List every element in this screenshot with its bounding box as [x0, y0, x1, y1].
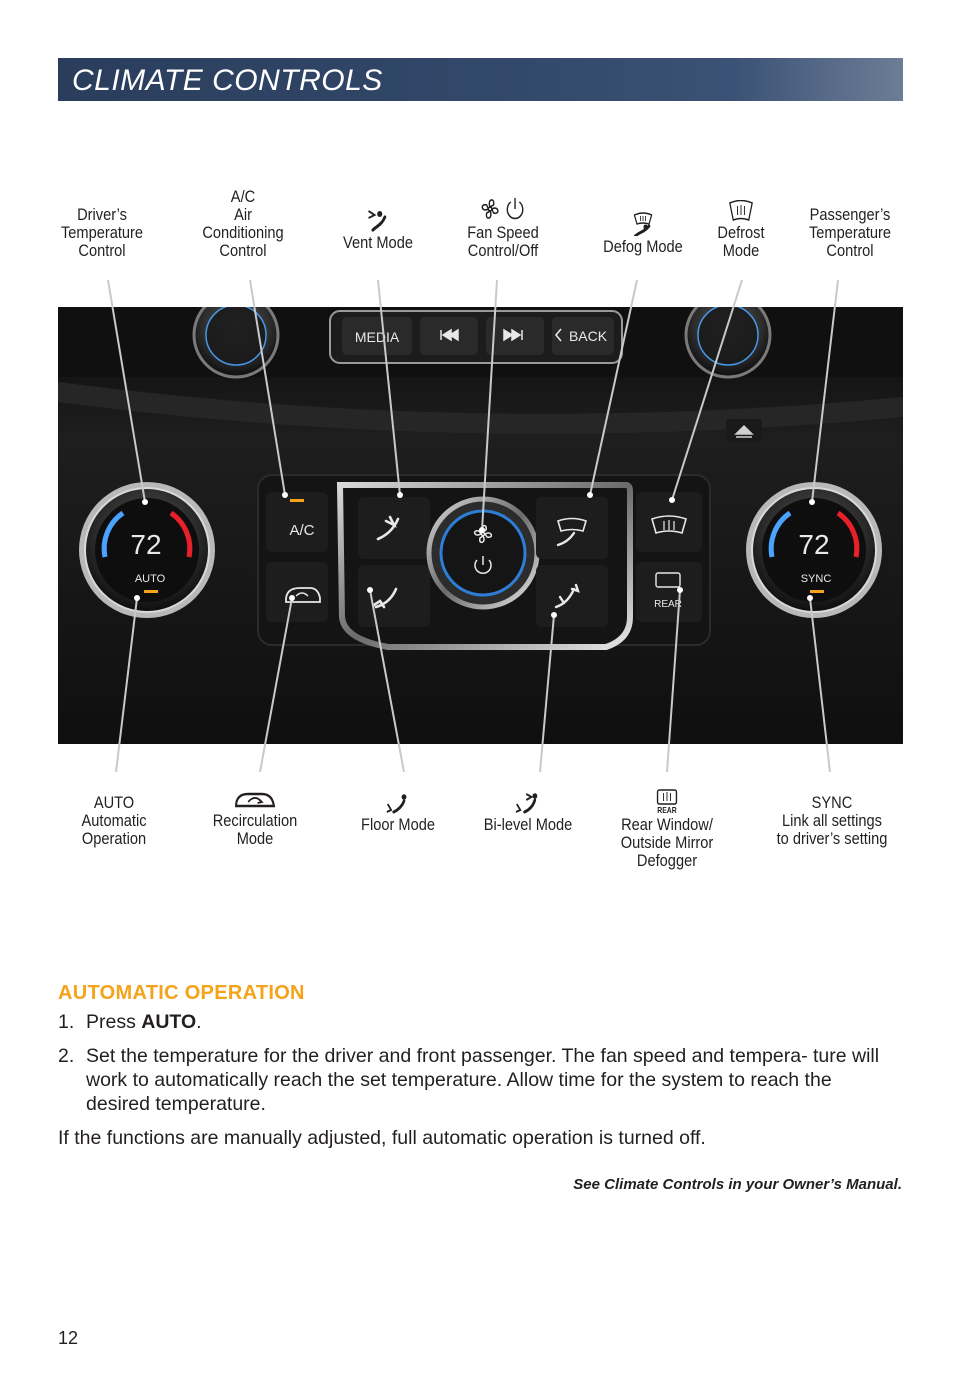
callout-driver-temp: Driver’s Temperature Control	[60, 205, 144, 260]
header-bar	[58, 58, 903, 101]
callout-recirc-label: Recirculation Mode	[212, 811, 298, 848]
driver-temp-display: 72	[130, 529, 162, 560]
callout-vent-label: Vent Mode	[343, 233, 413, 252]
sync-button-label: SYNC	[800, 573, 832, 585]
media-button-label: MEDIA	[354, 329, 400, 345]
step-1-number: 1.	[58, 1011, 75, 1033]
step-2	[58, 1044, 898, 1120]
callout-bilevel-label: Bi-level Mode	[483, 815, 573, 834]
svg-text:REAR: REAR	[657, 805, 677, 814]
ac-button-label: A/C	[289, 522, 315, 539]
callout-ac: A/C Air Conditioning Control	[202, 187, 284, 260]
callout-floor	[353, 792, 442, 834]
callout-defog-label: Defog Mode	[603, 237, 683, 256]
callout-floor-label: Floor Mode	[361, 815, 435, 834]
callout-rear	[613, 788, 721, 870]
bilevel-mode-icon	[514, 792, 542, 814]
climate-panel-photo	[58, 307, 903, 744]
floor-mode-icon	[385, 792, 411, 814]
callout-recirc	[204, 790, 305, 848]
passenger-temp-display: 72	[798, 529, 830, 560]
rear-button-label: REAR	[654, 599, 682, 610]
step-1-text: Press AUTO.	[86, 1011, 202, 1033]
fan-power-icon	[478, 196, 528, 222]
callout-sync: SYNC Link all settings to driver’s setting	[776, 793, 888, 848]
defrost-mode-icon	[728, 200, 754, 222]
callout-vent	[333, 208, 422, 252]
section-title: AUTOMATIC OPERATION	[58, 982, 305, 1004]
callout-fan	[456, 196, 551, 260]
rear-defogger-icon	[654, 788, 680, 814]
step-2-number: 2.	[58, 1045, 75, 1067]
climate-panel-illustration	[58, 307, 903, 744]
note-text: If the functions are manually adjusted, full automatic operation is turned off.	[58, 1127, 706, 1149]
defog-mode-icon	[632, 212, 654, 236]
page-number: 12	[58, 1328, 79, 1348]
callout-fan-label: Fan Speed Control/Off	[467, 223, 539, 260]
callout-defrost	[706, 200, 777, 260]
step-2-text: Set the temperature for the driver and front passenger. The fan speed and tempera- ture will work to automatically reach the set temperature. Allow time for the system to reach the desired temperature.	[86, 1045, 880, 1115]
owners-manual-reference: See Climate Controls in your Owner’s Manual.	[573, 1176, 902, 1193]
callout-auto: AUTO Automatic Operation	[81, 793, 147, 848]
back-button-label: BACK	[568, 328, 608, 344]
page-title: CLIMATE CONTROLS	[72, 64, 383, 97]
callout-passenger-temp: Passenger’s Temperature Control	[808, 205, 892, 260]
step-1	[58, 1010, 898, 1036]
callout-bilevel	[475, 792, 582, 834]
recirculation-mode-icon	[233, 790, 278, 810]
callout-defrost-label: Defrost Mode	[717, 223, 765, 260]
vent-mode-icon	[367, 208, 389, 232]
auto-button-label: AUTO	[134, 573, 166, 585]
callout-rear-label: Rear Window/ Outside Mirror Defogger	[620, 815, 714, 870]
callout-defog	[597, 212, 688, 256]
